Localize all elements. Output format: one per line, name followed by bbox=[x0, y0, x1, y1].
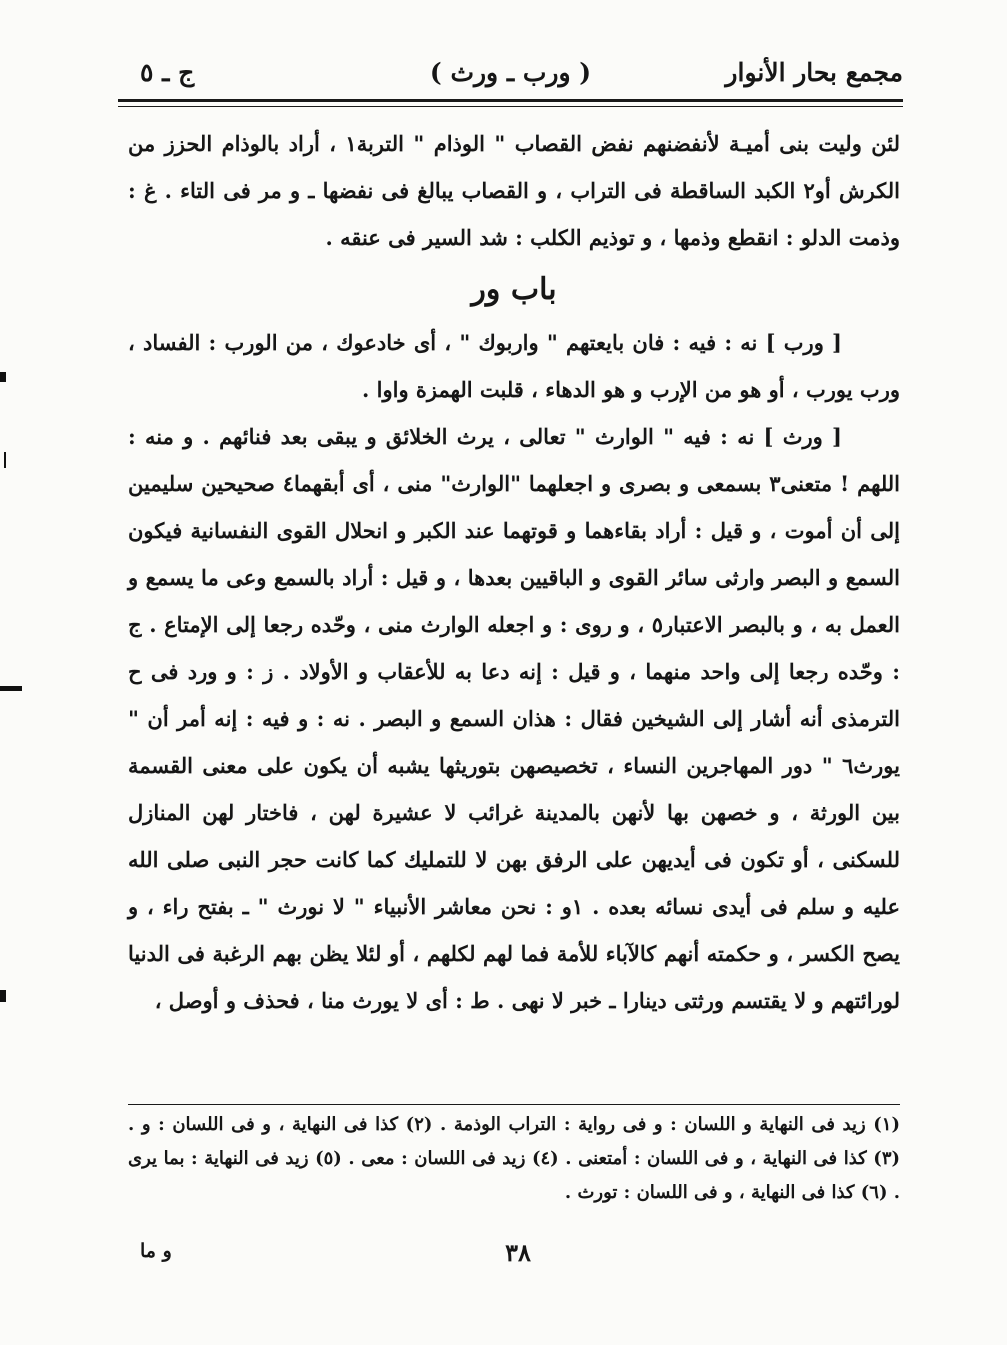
scan-edge-mark bbox=[0, 686, 22, 691]
running-header bbox=[118, 52, 903, 96]
paragraph-continued: لئن وليت بنى أميـة لأنفضنهم نفض القصاب " الوذام " التربة١ ، أراد بالوذام الحزز من الكرش أو٢ الكبد الساقطة فى التراب ، و القصاب يبالغ فى نفضها ـ و مر فى التاء . غ : وذمت الدلو : انقطع وذمها ، و توذيم الكلب : شد السير فى عنقه . bbox=[128, 131, 900, 250]
footnote-text: (١) زيد فى النهاية و اللسان : و فى رواية : التراب الوذمة . (٢) كذا فى النهاية ، و فى اللسان : و . (٣) كذا فى النهاية ، و فى اللسان : أمتعنى . (٤) زيد فى اللسان : معى . (٥) زيد فى النهاية : بما يرى . (٦) كذا فى النهاية ، و فى اللسان : تورث . bbox=[128, 1114, 901, 1203]
section-title: ( ورب ـ ورث ) bbox=[429, 58, 592, 87]
page-number: ٣٨ bbox=[505, 1238, 531, 1267]
entry-warab: [ ورب ] نه : فيه : فان بايعتهم " واربوك " ، أى خادعوك ، من الورب : الفساد ، ورب يورب ، أو هو من الإرب و هو الدهاء ، قلبت الهمزة واوا . bbox=[128, 330, 900, 402]
volume-label: ج ـ ٥ bbox=[140, 58, 195, 87]
header-rule-thin bbox=[118, 106, 903, 107]
entry-warath: [ ورث ] نه : فيه " الوارث " تعالى ، يرث الخلائق و يبقى بعد فنائهم . و منه : اللهم ! متعنى٣ بسمعى و بصرى و اجعلهما "الوارث" منى ، أى أبقهما٤ صحيحين سليمين إلى أن أموت ، و قيل : أراد بقاءهما و قوتهما عند الكبر و انحلال القوى النفسانية فيكون السمع و البصر وارثى سائر القوى و الباقيين بعدها ، و قيل : أراد بالسمع وعى ما يسمع و العمل به ، و بالبصر الاعتبار٥ ، و روى : و اجعله الوارث منى ، وحّده رجعا إلى الإمتاع . ج : وحّده رجعا إلى واحد منهما ، و قيل : إنه دعا به للأعقاب و الأولاد . ز : و ورد فى ح الترمذى أنه أشار إلى الشيخين فقال : هذان السمع و البصر . نه : و فيه : إنه أمر أن " يورث٦ " دور المهاجرين النساء ، تخصيصهن بتوريثها يشبه أن يكون على معنى القسمة بين الورثة ، و خصهن بها لأنهن بالمدينة غرائب لا عشيرة لهن ، فاختار لهن المنازل للسكنى ، أو تكون فى أيديهن على الرفق بهن لا للتمليك كما كانت حجر النبى صلى الله عليه و سلم فى أيدى نسائه بعده . ١و : نحن معاشر الأنبياء " لا نورث " ـ بفتح راء ، و يصح الكسر ، و حكمته أنهم كالآباء للأمة فما لهم لكلهم ، أو لئلا يظن بهم الرغبة فى الدنيا لورائتهم و لا يقتسم ورثتى دينارا ـ خبر لا نهى . ط : أى لا يورث منا ، فحذف و أوصل ، bbox=[128, 424, 901, 1013]
scan-edge-mark bbox=[0, 990, 6, 1002]
book-title: مجمع بحار الأنوار bbox=[725, 58, 903, 87]
scan-edge-mark bbox=[0, 372, 6, 382]
header-rule-thick bbox=[118, 99, 903, 102]
scan-edge-mark bbox=[4, 452, 6, 468]
footnotes bbox=[128, 1108, 900, 1210]
main-text bbox=[128, 120, 900, 1024]
catchword: و ما bbox=[140, 1240, 172, 1262]
chapter-title: باب ور bbox=[471, 272, 557, 307]
footnote-rule bbox=[128, 1104, 900, 1105]
